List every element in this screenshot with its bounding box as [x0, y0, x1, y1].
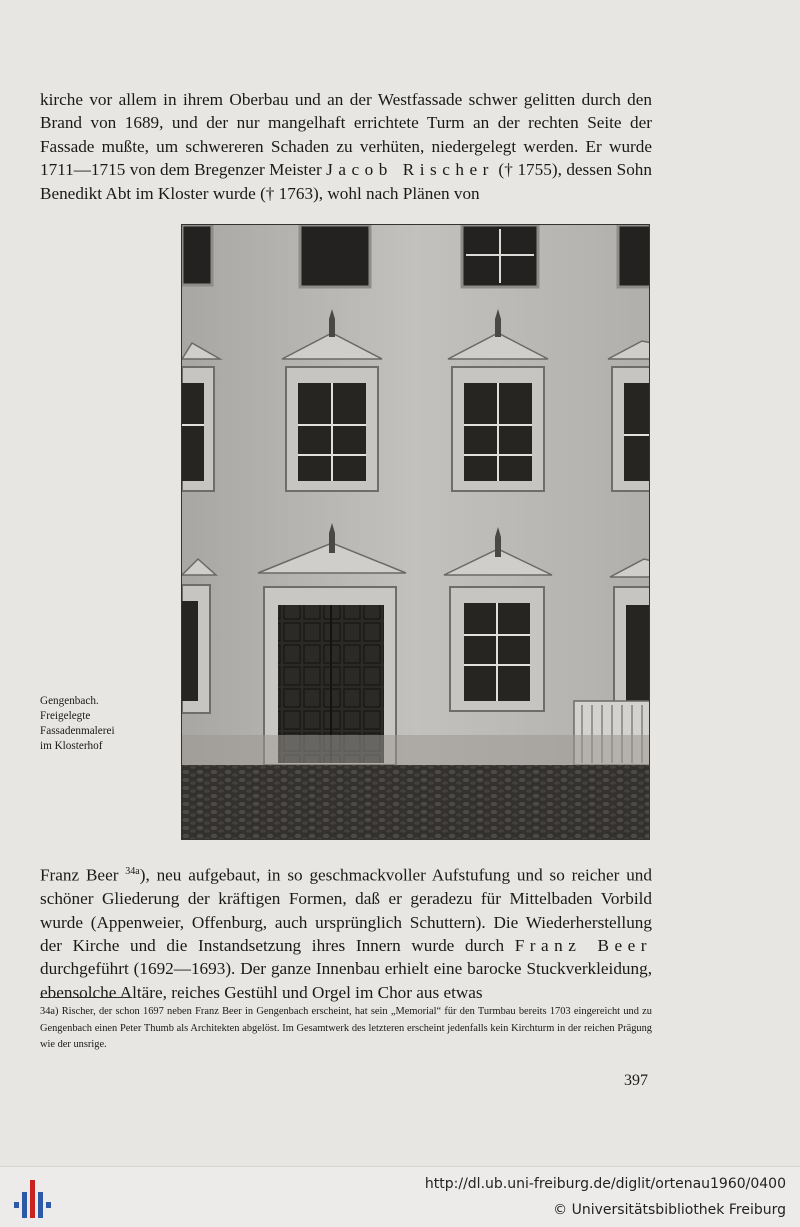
caption-line: im Klosterhof — [40, 740, 103, 752]
facade-photo — [181, 224, 650, 840]
source-url-link[interactable]: http://dl.ub.uni-freiburg.de/diglit/ortenau1960/0400 — [424, 1176, 786, 1192]
photo-caption — [40, 694, 170, 754]
name-franz-beer: Franz Beer — [514, 935, 652, 955]
footnote-rule — [40, 997, 132, 998]
caption-line: Fassadenmalerei — [40, 725, 115, 737]
library-logo-icon — [10, 1176, 52, 1220]
body-paragraph-1: kirche vor allem in ihrem Oberbau und an der Westfassade schwer gelitten durch den Brand von 1689, und der nur mangelhaft errichtete Turm an der rechten Seite der Fassade mußte, um schwereren Schaden zu verhüten, niedergelegt werden. Er wurde 1711—1715 von dem Bregenzer Meister Jacob Rischer († 1755), dessen Sohn Benedikt Abt im Kloster wurde († 1763), wohl nach Plänen von — [40, 90, 652, 203]
page-number: 397 — [624, 1072, 648, 1089]
caption-line: Gengenbach. — [40, 695, 99, 707]
footnote-reference: 34a — [125, 866, 140, 877]
body-paragraph-2: Franz Beer $^{34a}$), neu aufgebaut, in so geschmackvoller Aufstufung und so reicher und schöner Gliederung der kräftigen Formen, daß er geradezu für Mittelbaden Vorbild wurde (Appenweier, Offenburg, auch ursprünglich Schuttern). Die Wiederherstellung der Kirche und die Instandsetzung ihres Innern wurde durch Franz Beer durchgeführt (1692—1693). Der ganze Innenbau erhielt eine barocke Stuckverkleidung, ebensolche Altäre, reiches Gestühl und Orgel im Chor aus etwas — [40, 865, 652, 1002]
footnote: 34a) Rischer, der schon 1697 neben Franz Beer in Gengenbach erscheint, hat sein „Memorial“ für den Turmbau bereits 1703 eingereicht und zu Gengenbach einen Peter Thumb als Architekten abgelöst. Im Gesamtwerk des letzteren erscheint jedenfalls kein Kirchturm in der reichen Prägung wie der unsrige. — [40, 1006, 652, 1051]
copyright-text: © Universitätsbibliothek Freiburg — [553, 1202, 786, 1218]
caption-line: Freigelegte — [40, 710, 91, 722]
name-jacob-rischer: Jacob Rischer — [326, 160, 494, 180]
